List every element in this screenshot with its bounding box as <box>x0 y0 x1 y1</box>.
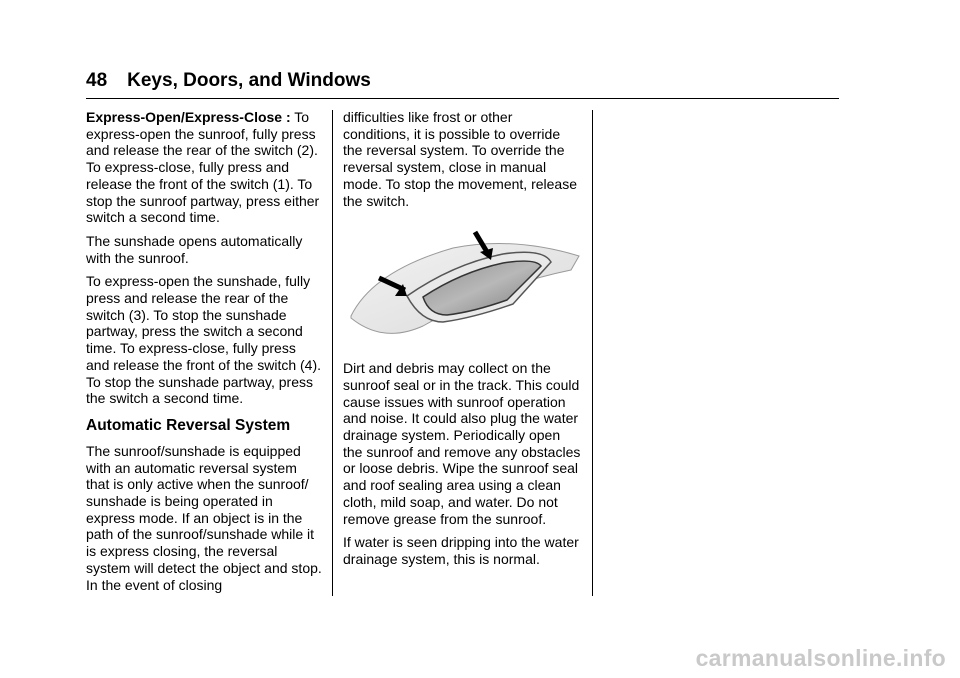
express-label: Express-Open/Express-Close : <box>86 109 291 125</box>
section-title: Keys, Doors, and Windows <box>127 70 371 91</box>
water-paragraph: If water is seen dripping into the water drainage system, this is normal. <box>343 534 579 567</box>
column-divider-right <box>592 110 593 596</box>
section-heading: Automatic Reversal System <box>86 416 291 434</box>
left-column <box>86 109 322 600</box>
sunshade-auto-paragraph: The sunshade opens automatically with the sunroof. <box>86 232 303 266</box>
column-divider-left <box>332 110 333 596</box>
express-text: To express-open the sunroof, fully press and release the rear of the switch (2). To express-close, fully press and release the front of the switch (1). To stop the sunroof partway, press either switch a second time. <box>86 109 320 226</box>
express-paragraph <box>86 109 322 226</box>
sunroof-figure-svg <box>343 226 583 356</box>
page-header <box>86 70 371 92</box>
dirt-paragraph: Dirt and debris may collect on the sunroof seal or in the track. This could cause issues with sunroof operation and noise. It could also plug the water drainage system. Periodically open the sunroof and remove any obstacles or loose debris. Wipe the sunroof seal and roof sealing area using a clean cloth, mild soap, and water. Do not remove grease from the sunroof. <box>343 360 581 527</box>
continuation-paragraph: difficulties like frost or other conditions, it is possible to override the reversal system. To override the reversal system, close in manual mode. To stop the movement, release the switch. <box>343 109 577 209</box>
page-number: 48 <box>86 70 108 91</box>
reversal-paragraph: The sunroof/sunshade is equipped with an automatic reversal system that is only active when the sunroof/ sunshade is being operated in express mode. If an object is in the path of the sunroof/sunshade while it is express closing, the reversal system will detect the object and stop. In the event of closing <box>86 442 322 593</box>
sunroof-illustration <box>343 226 583 356</box>
sunshade-express-paragraph: To express-open the sunshade, fully press and release the rear of the switch (3). To stop the sunshade partway, press the switch a second time. To express-close, fully press and release the front of the switch (4). To stop the sunshade partway, press the switch a second time. <box>86 273 322 407</box>
watermark: carmanualsonline.info <box>695 645 946 671</box>
header-rule <box>86 98 839 99</box>
